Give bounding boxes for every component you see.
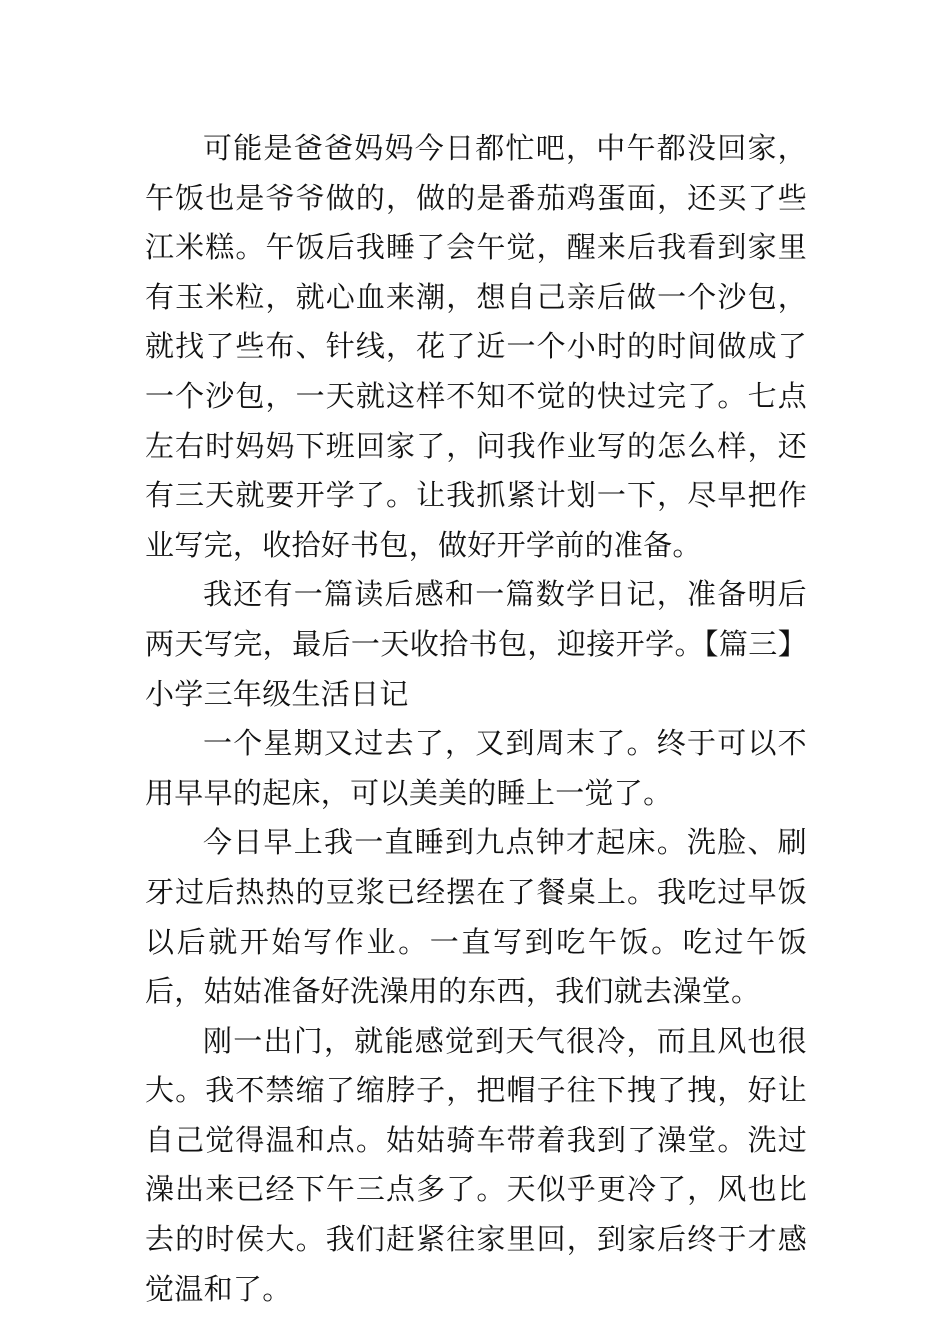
- paragraph-3: 一个星期又过去了，又到周末了。终于可以不用早早的起床，可以美美的睡上一觉了。: [145, 726, 807, 810]
- paragraph-1: 可能是爸爸妈妈今日都忙吧，中午都没回家，午饭也是爷爷做的，做的是番茄鸡蛋面，还买了些江米糕。午饭后我睡了会午觉，醒来后我看到家里有玉米粒，就心血来潮，想自己亲后做一个沙包，就找了些布、针线，花了近一个小时的时间做成了一个沙包，一天就这样不知不觉的快过完了。七点左右时妈妈下班回家了，问我作业写的怎么样，还有三天就要开学了。让我抓紧计划一下，尽早把作业写完，收拾好书包，做好开学前的准备。: [145, 131, 807, 562]
- paragraph-2: 我还有一篇读后感和一篇数学日记，准备明后两天写完，最后一天收拾书包，迎接开学。【篇三】小学三年级生活日记: [145, 577, 807, 711]
- paragraph-5: 刚一出门，就能感觉到天气很冷，而且风也很大。我不禁缩了缩脖子，把帽子往下拽了拽，好让自己觉得温和点。姑姑骑车带着我到了澡堂。洗过澡出来已经下午三点多了。天似乎更冷了，风也比去的时侯大。我们赶紧往家里回，到家后终于才感觉温和了。: [145, 1023, 807, 1306]
- paragraph-4: 今日早上我一直睡到九点钟才起床。洗脸、刷牙过后热热的豆浆已经摆在了餐桌上。我吃过早饭以后就开始写作业。一直写到吃午饭。吃过午饭后，姑姑准备好洗澡用的东西，我们就去澡堂。: [145, 825, 807, 1009]
- document-body: [145, 124, 807, 1314]
